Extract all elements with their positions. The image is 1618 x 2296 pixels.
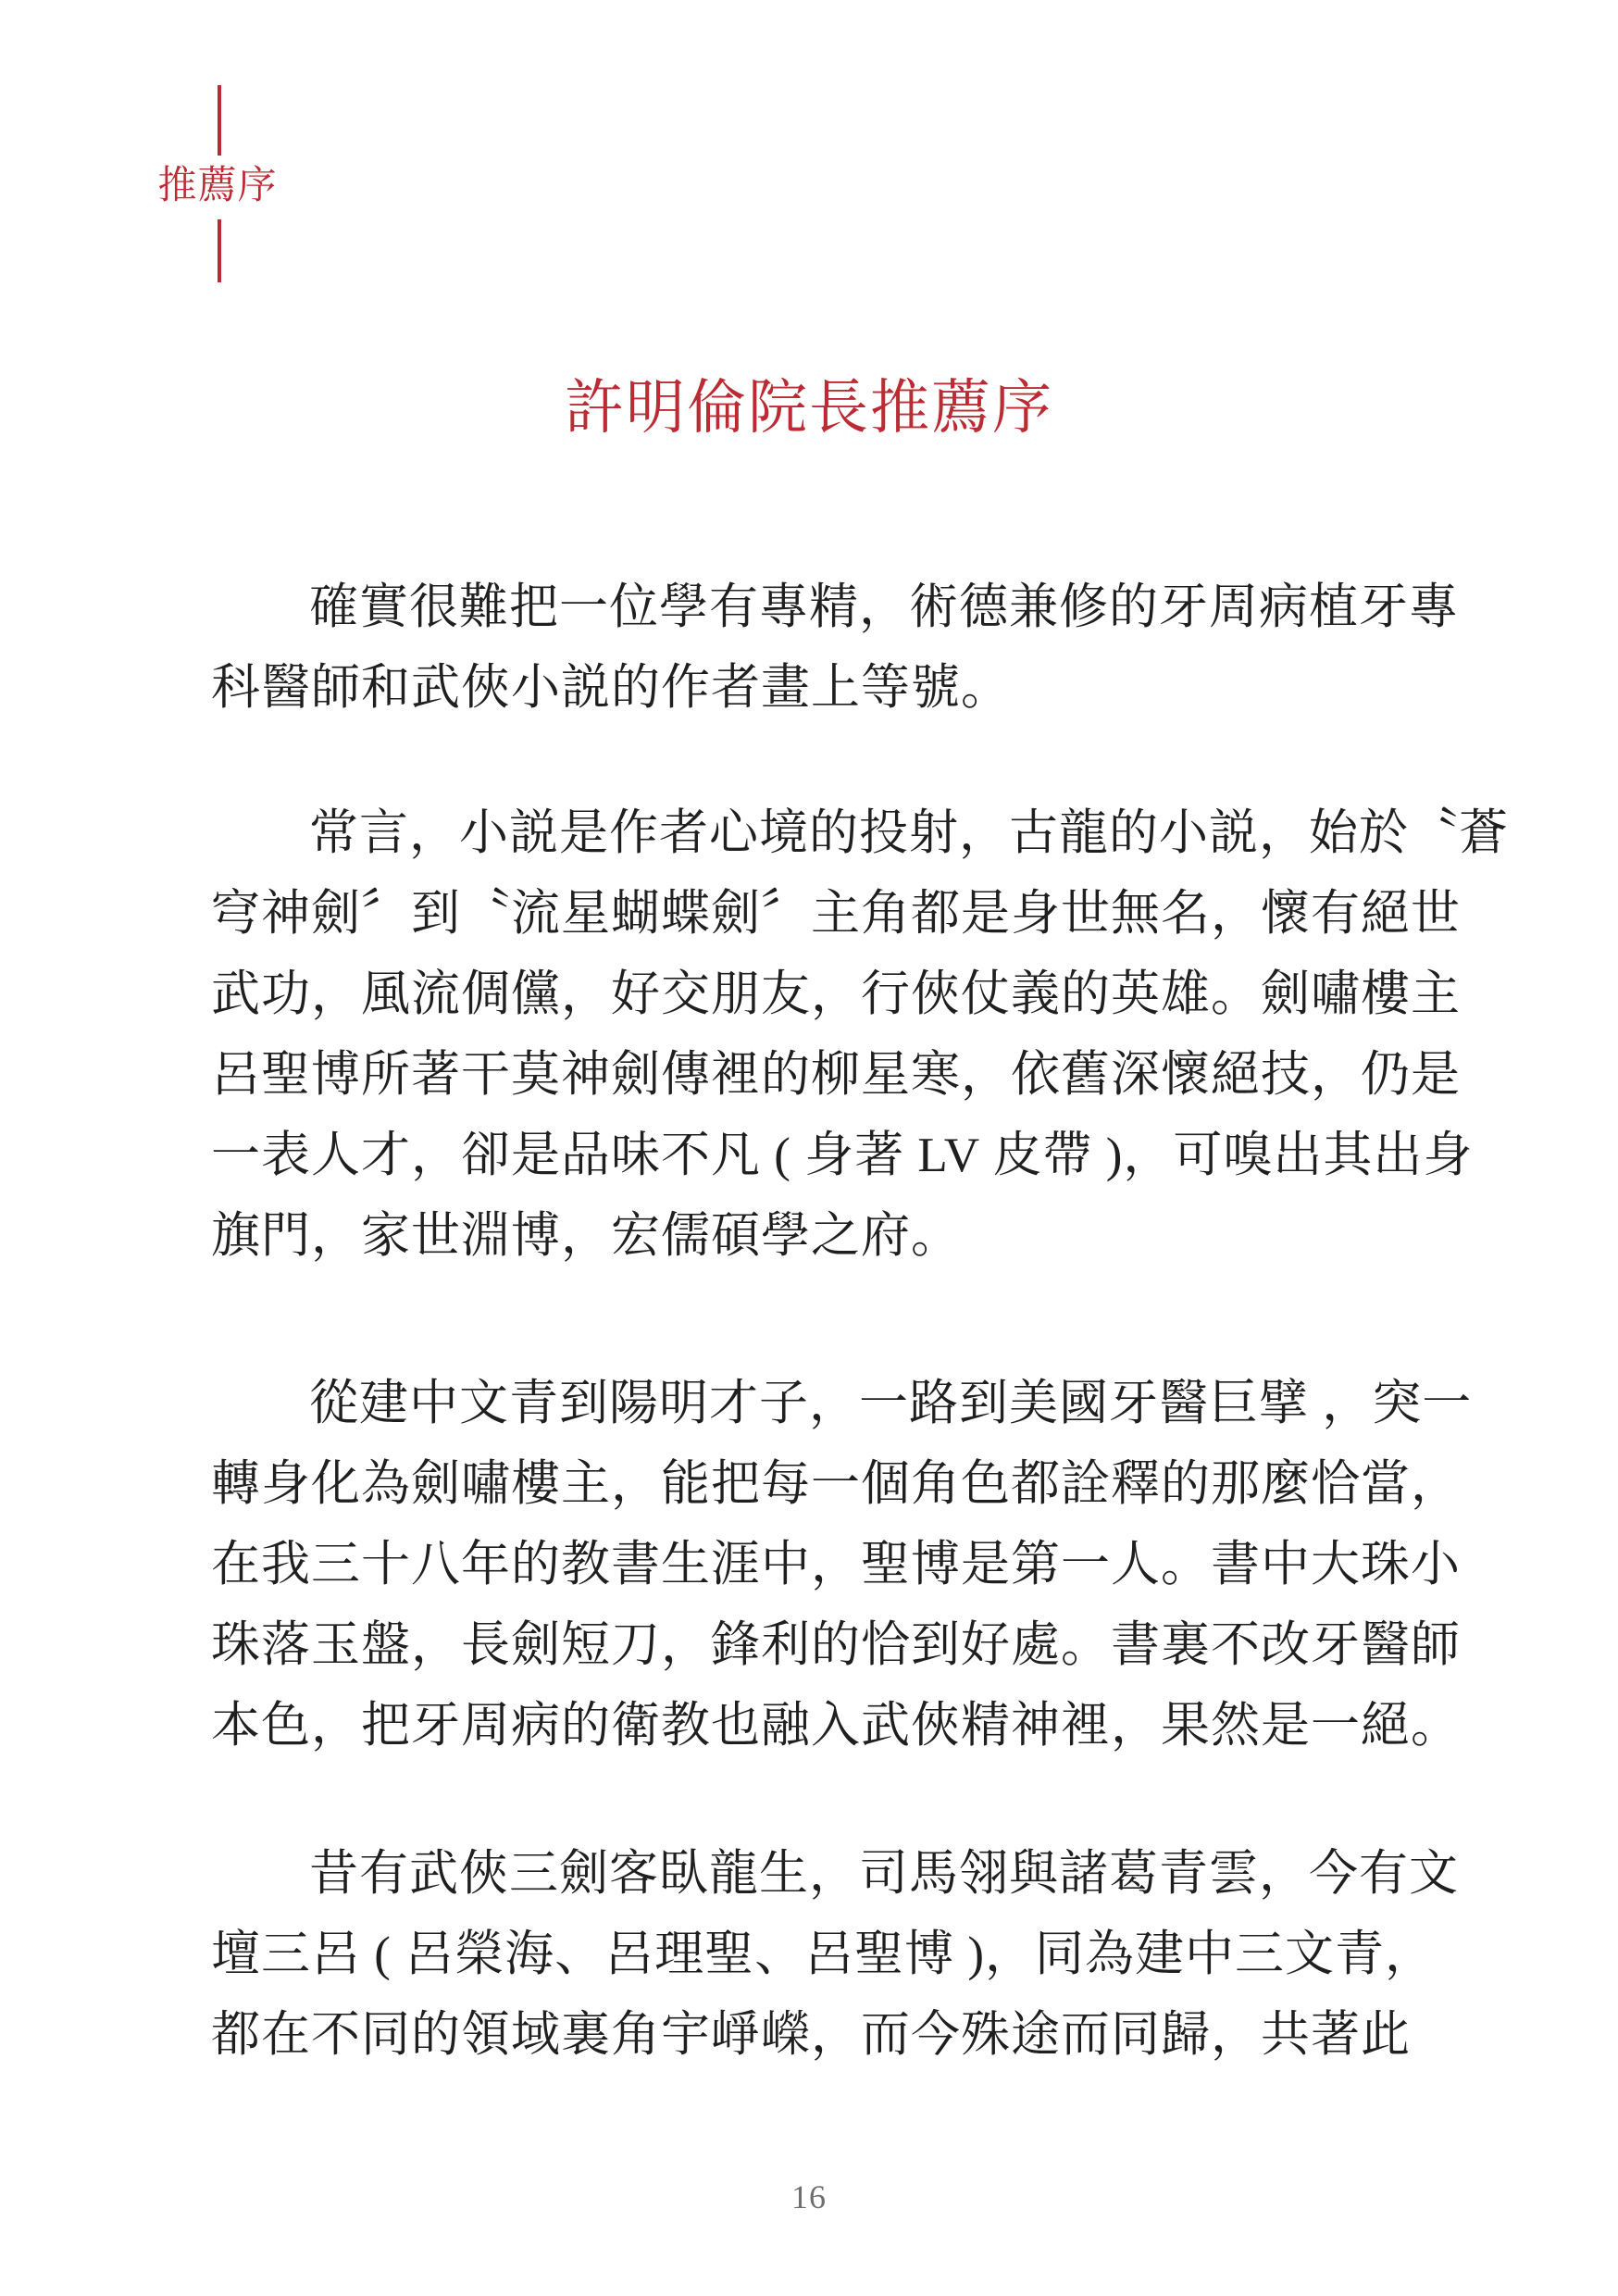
section-label: 推薦序 <box>157 165 278 207</box>
body-line: 確實很難把一位學有專精，術德兼修的牙周病植牙專 <box>309 580 1459 634</box>
body-line: 在我三十八年的教書生涯中，聖博是第一人。書中大珠小 <box>211 1538 1461 1591</box>
side-marker-rule-bottom <box>218 219 221 282</box>
paragraph-1 <box>211 568 1459 729</box>
paragraph-3 <box>211 1364 1473 1766</box>
body-line: 呂聖博所著干莫神劍傳裡的柳星寒，依舊深懷絕技，仍是 <box>211 1048 1461 1102</box>
body-line: 珠落玉盤，長劍短刀，鋒利的恰到好處。書裏不改牙醫師 <box>211 1618 1461 1672</box>
body-line: 穹神劍〞到〝流星蝴蝶劍〞主角都是身世無名，懷有絕世 <box>211 887 1461 941</box>
body-line: 壇三呂 ( 呂榮海、呂理聖、呂聖博 )，同為建中三文青， <box>211 1928 1436 1981</box>
body-line: 武功，風流倜儻，好交朋友，行俠仗義的英雄。劍嘯樓主 <box>211 967 1461 1021</box>
body-line: 本色，把牙周病的衛教也融入武俠精神裡，果然是一絕。 <box>211 1699 1461 1753</box>
body-line: 轉身化為劍嘯樓主，能把每一個角色都詮釋的那麼恰當， <box>211 1457 1461 1511</box>
page-number: 16 <box>791 2178 827 2215</box>
body-line: 科醫師和武俠小説的作者畫上等號。 <box>211 661 1011 715</box>
paragraph-2 <box>211 793 1509 1277</box>
page-title: 許明倫院長推薦序 <box>565 375 1053 441</box>
body-line: 一表人才，卻是品味不凡 ( 身著 LV 皮帶 )，可嗅出其出身 <box>211 1129 1474 1182</box>
paragraph-4 <box>211 1834 1459 2076</box>
body-line: 都在不同的領域裏角宇崢嶸，而今殊途而同歸，共著此 <box>211 2008 1411 2062</box>
body-line: 從建中文青到陽明才子，一路到美國牙醫巨擘 ，突一 <box>309 1377 1473 1430</box>
body-line: 旗門，家世淵博，宏儒碩學之府。 <box>211 1209 961 1263</box>
body-line: 常言，小説是作者心境的投射，古龍的小説，始於〝蒼 <box>309 806 1509 860</box>
body-line: 昔有武俠三劍客臥龍生，司馬翎與諸葛青雲，今有文 <box>309 1847 1459 1901</box>
side-marker-rule-top <box>218 85 221 156</box>
